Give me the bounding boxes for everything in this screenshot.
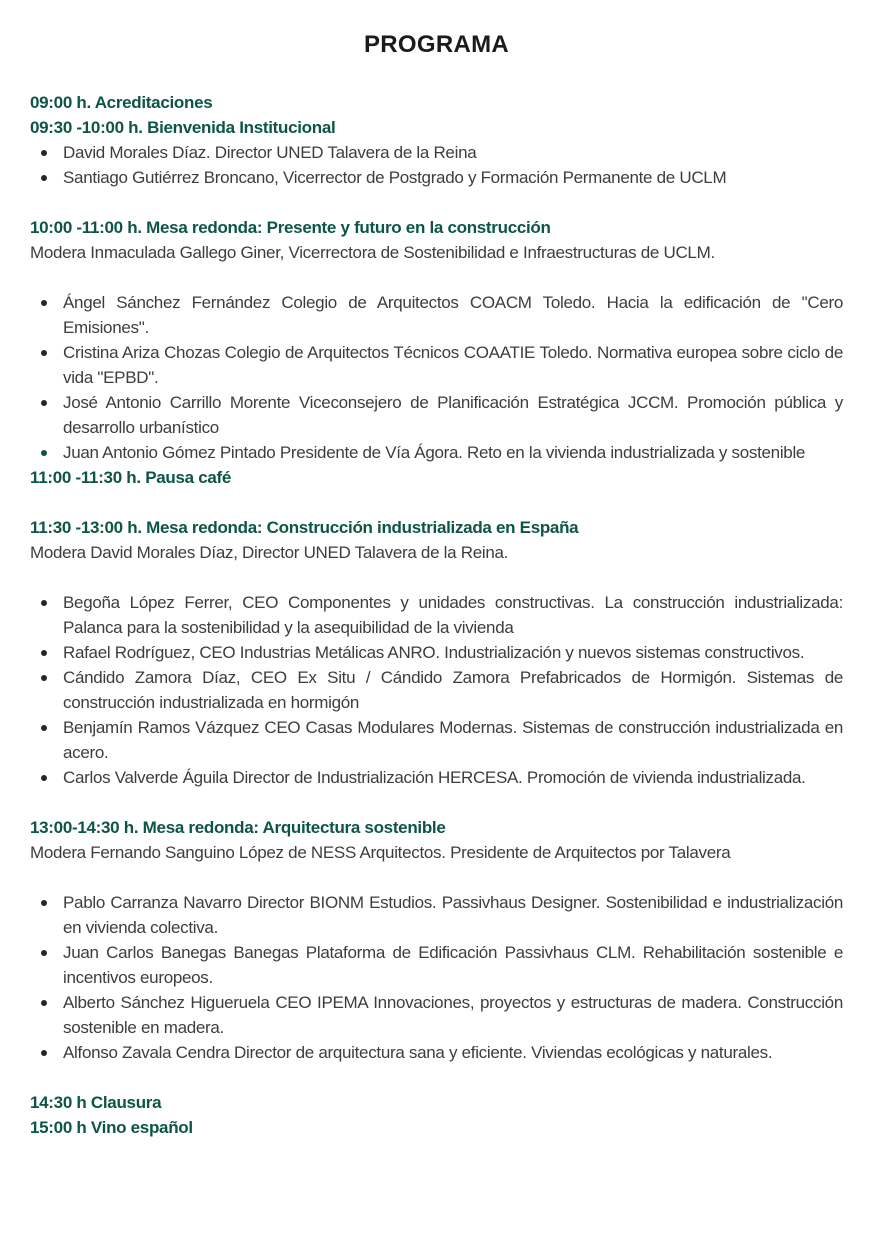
schedule-heading-mesa2: 11:30 -13:00 h. Mesa redonda: Construcción industrializada en España <box>30 518 579 537</box>
list-item: Ángel Sánchez Fernández Colegio de Arquitectos COACM Toledo. Hacia la edificación de "Cero Emisiones". <box>63 290 843 340</box>
list-item: Cristina Ariza Chozas Colegio de Arquitectos Técnicos COAATIE Toledo. Normativa europea sobre ciclo de vida "EPBD". <box>63 340 843 390</box>
list-item: Alfonso Zavala Cendra Director de arquitectura sana y eficiente. Viviendas ecológicas y naturales. <box>63 1040 843 1065</box>
section-opening <box>30 90 843 190</box>
schedule-heading-mesa3: 13:00-14:30 h. Mesa redonda: Arquitectura sostenible <box>30 818 446 837</box>
list-item-green-bullet: Juan Antonio Gómez Pintado Presidente de Vía Ágora. Reto en la vivienda industrializada y sostenible <box>63 440 843 465</box>
schedule-heading-clausura: 14:30 h Clausura <box>30 1093 162 1112</box>
speaker-list-opening <box>30 140 843 190</box>
list-item: Rafael Rodríguez, CEO Industrias Metálicas ANRO. Industrialización y nuevos sistemas constructivos. <box>63 640 843 665</box>
list-item: David Morales Díaz. Director UNED Talavera de la Reina <box>63 140 843 165</box>
speaker-list-mesa2 <box>30 590 843 790</box>
list-item: José Antonio Carrillo Morente Viceconsejero de Planificación Estratégica JCCM. Promoción pública y desarrollo urbanístico <box>63 390 843 440</box>
schedule-heading-bienvenida: 09:30 -10:00 h. Bienvenida Institucional <box>30 118 336 137</box>
schedule-heading-acreditaciones: 09:00 h. Acreditaciones <box>30 93 213 112</box>
section-closing <box>30 1090 843 1140</box>
section-mesa-presente-futuro <box>30 215 843 490</box>
list-item: Pablo Carranza Navarro Director BIONM Estudios. Passivhaus Designer. Sostenibilidad e industrialización en vivienda colectiva. <box>63 890 843 940</box>
moderator-line: Modera Inmaculada Gallego Giner, Vicerrectora de Sostenibilidad e Infraestructuras de UCLM. <box>30 243 715 262</box>
list-item: Cándido Zamora Díaz, CEO Ex Situ / Cándido Zamora Prefabricados de Hormigón. Sistemas de construcción industrializada en hormigón <box>63 665 843 715</box>
speaker-list-mesa3 <box>30 890 843 1065</box>
schedule-heading-vino-espanol: 15:00 h Vino español <box>30 1118 193 1137</box>
list-item: Begoña López Ferrer, CEO Componentes y unidades constructivas. La construcción industrializada: Palanca para la sostenibilidad y la asequibilidad de la vivienda <box>63 590 843 640</box>
list-item: Benjamín Ramos Vázquez CEO Casas Modulares Modernas. Sistemas de construcción industrializada en acero. <box>63 715 843 765</box>
moderator-line: Modera David Morales Díaz, Director UNED Talavera de la Reina. <box>30 543 509 562</box>
speaker-list-mesa1 <box>30 290 843 465</box>
list-item: Santiago Gutiérrez Broncano, Vicerrector de Postgrado y Formación Permanente de UCLM <box>63 165 843 190</box>
section-mesa-construccion-industrializada <box>30 515 843 790</box>
section-mesa-arquitectura-sostenible <box>30 815 843 1065</box>
list-item: Alberto Sánchez Higueruela CEO IPEMA Innovaciones, proyectos y estructuras de madera. Construcción sostenible en madera. <box>63 990 843 1040</box>
list-item: Juan Carlos Banegas Banegas Plataforma de Edificación Passivhaus CLM. Rehabilitación sostenible e incentivos europeos. <box>63 940 843 990</box>
moderator-line: Modera Fernando Sanguino López de NESS Arquitectos. Presidente de Arquitectos por Talavera <box>30 843 731 862</box>
list-item: Carlos Valverde Águila Director de Industrialización HERCESA. Promoción de vivienda industrializada. <box>63 765 843 790</box>
page-title: PROGRAMA <box>363 31 510 58</box>
schedule-heading-pausa-cafe: 11:00 -11:30 h. Pausa café <box>30 468 232 487</box>
schedule-heading-mesa1: 10:00 -11:00 h. Mesa redonda: Presente y futuro en la construcción <box>30 218 551 237</box>
